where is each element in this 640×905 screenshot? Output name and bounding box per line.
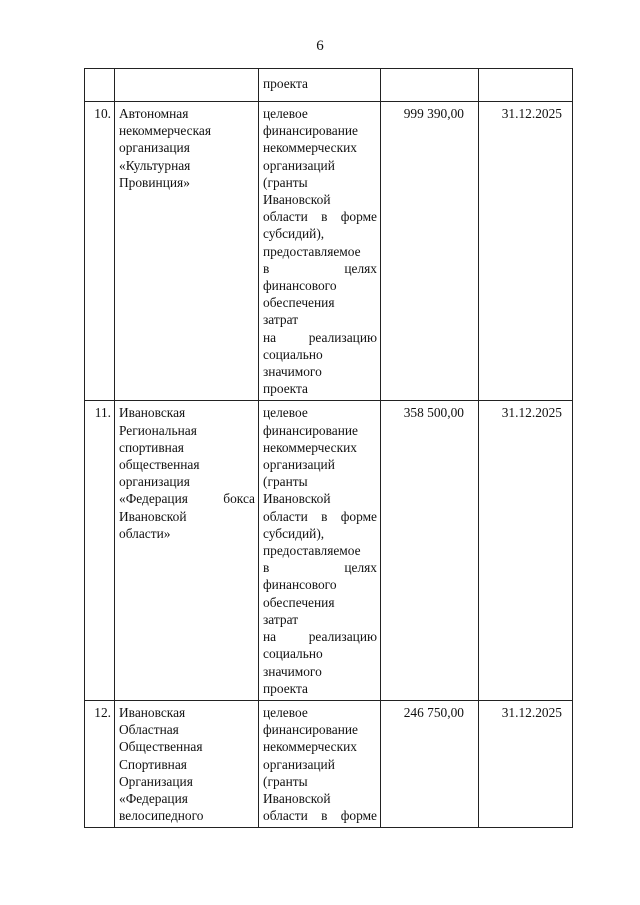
org-line: Областная: [119, 722, 179, 738]
purpose-line: финансирование: [263, 123, 358, 139]
purpose-line: организаций: [263, 457, 335, 473]
purpose-line: социально: [263, 346, 323, 362]
cell-amount: 246 750,00: [381, 700, 479, 827]
purpose-line: некоммерческих: [263, 439, 357, 455]
org-line: Общественная: [119, 739, 203, 755]
purpose-line: финансового: [263, 577, 337, 593]
table-row: [85, 102, 573, 401]
grants-table: [84, 68, 573, 828]
cell-org: [115, 700, 259, 827]
purpose-line: (гранты: [263, 474, 308, 490]
org-line: организация: [119, 140, 190, 156]
org-line: Ивановской: [119, 508, 187, 524]
continuation-row: [85, 69, 573, 102]
cell-amount: [381, 69, 479, 102]
purpose-line: затрат: [263, 312, 299, 328]
org-line: спортивная: [119, 439, 184, 455]
purpose-line: на реализацию: [263, 629, 377, 645]
purpose-line: финансового: [263, 278, 337, 294]
org-line: Региональная: [119, 422, 197, 438]
org-line: общественная: [119, 457, 200, 473]
table-row: [85, 700, 573, 827]
cell-date: 31.12.2025: [479, 401, 573, 700]
cell-num: 12.: [85, 700, 115, 827]
org-line: велосипедного: [119, 808, 204, 824]
org-line: области»: [119, 525, 171, 541]
purpose-line: некоммерческих: [263, 140, 357, 156]
purpose-line: субсидий),: [263, 226, 325, 242]
cell-num: 10.: [85, 102, 115, 401]
purpose-line: области в форме: [263, 808, 377, 824]
purpose-line: финансирование: [263, 722, 358, 738]
purpose-line: значимого: [263, 663, 322, 679]
cell-org: [115, 102, 259, 401]
cell-purpose: [259, 700, 381, 827]
purpose-line: (гранты: [263, 773, 308, 789]
table-row: [85, 401, 573, 700]
cell-date: 31.12.2025: [479, 102, 573, 401]
cell-date: 31.12.2025: [479, 700, 573, 827]
org-line: Автономная: [119, 106, 189, 121]
purpose-line: проекта: [263, 680, 308, 696]
org-line: «Культурная: [119, 157, 191, 173]
cell-num: [85, 69, 115, 102]
purpose-line: некоммерческих: [263, 739, 357, 755]
purpose-line: целевое: [263, 106, 308, 121]
purpose-line: на реализацию: [263, 329, 377, 345]
page-number: 6: [316, 38, 324, 54]
org-line: Ивановская: [119, 704, 186, 720]
purpose-line: предоставляемое: [263, 243, 361, 259]
purpose-line: субсидий),: [263, 525, 325, 541]
org-line: организация: [119, 474, 190, 490]
org-line: Провинция»: [119, 174, 190, 190]
purpose-line: целевое: [263, 405, 308, 421]
purpose-line: обеспечения: [263, 295, 335, 311]
purpose-line: финансирование: [263, 422, 358, 438]
cell-num: 11.: [85, 401, 115, 700]
org-line: Спортивная: [119, 756, 187, 772]
cell-org: [115, 401, 259, 700]
purpose-line: области в форме: [263, 209, 377, 225]
cell-amount: 999 390,00: [381, 102, 479, 401]
purpose-line: в целях: [263, 260, 377, 276]
org-line: «Федерация: [119, 790, 188, 806]
org-line: «Федерация бокса: [119, 491, 255, 507]
cell-amount: 358 500,00: [381, 401, 479, 700]
purpose-line: области в форме: [263, 508, 377, 524]
purpose-line: социально: [263, 646, 323, 662]
cell-purpose: [259, 401, 381, 700]
purpose-line: обеспечения: [263, 594, 335, 610]
purpose-line: организаций: [263, 157, 335, 173]
purpose-line: предоставляемое: [263, 543, 361, 559]
purpose-line: Ивановской: [263, 192, 331, 208]
purpose-line: затрат: [263, 611, 299, 627]
purpose-line: целевое: [263, 704, 308, 720]
purpose-line: (гранты: [263, 174, 308, 190]
purpose-line: значимого: [263, 364, 322, 380]
purpose-line: Ивановской: [263, 790, 331, 806]
purpose-line: организаций: [263, 756, 335, 772]
cell-purpose: проекта: [259, 69, 381, 102]
cell-purpose: [259, 102, 381, 401]
purpose-line: Ивановской: [263, 491, 331, 507]
org-line: Организация: [119, 773, 193, 789]
purpose-line: в целях: [263, 560, 377, 576]
purpose-line: проекта: [263, 381, 308, 397]
cell-org: [115, 69, 259, 102]
org-line: Ивановская: [119, 405, 186, 421]
cell-date: [479, 69, 573, 102]
org-line: некоммерческая: [119, 123, 211, 139]
